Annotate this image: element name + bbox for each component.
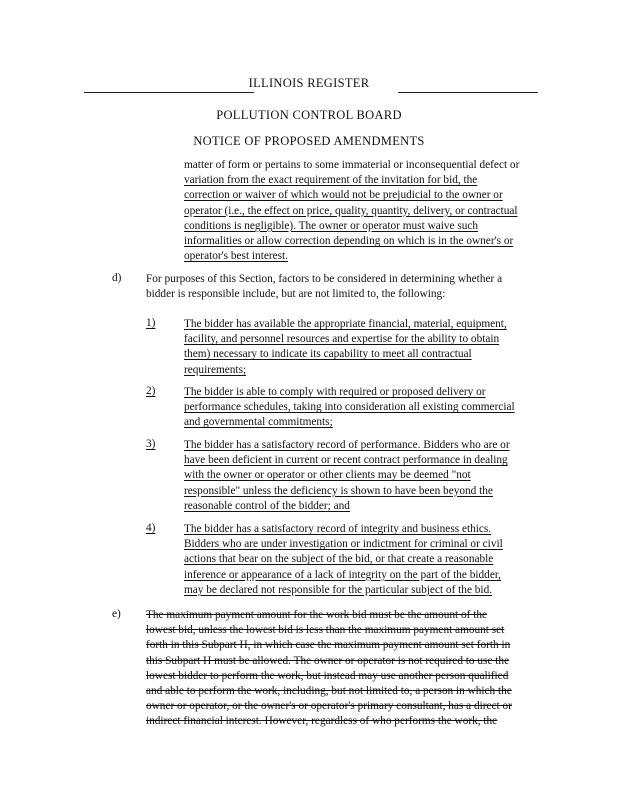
text-line: correction or waiver of which would not be prejudicial to the owner or: [184, 189, 503, 202]
text-line: inference or appearance of a lack of integrity on the part of the bidder,: [184, 568, 501, 581]
text-line: matter of form or pertains to some immaterial or inconsequential defect or: [184, 159, 520, 171]
text-line: facility, and personnel resources and expertise for the ability to obtain: [184, 333, 500, 346]
text-line: requirements;: [184, 363, 247, 376]
text-line: Bidders who are under investigation or indictment for criminal or civil: [184, 538, 503, 551]
text-line: responsible" unless the deficiency is shown to have been beyond the: [184, 484, 493, 497]
text-line: and able to perform the work, including, but not limited to, a person in which the: [146, 685, 512, 698]
text-line: lowest bidder to perform the work, but instead may use another person qualified: [146, 669, 509, 682]
text-line: with the owner or operator or other clients may be deemed "not: [184, 469, 471, 482]
item-2-text: [184, 385, 515, 431]
text-line: The bidder is able to comply with required or proposed delivery or: [184, 386, 486, 398]
text-line: forth in this Subpart H, in which case the maximum payment amount set forth in: [146, 639, 511, 652]
text-line: reasonable control of the bidder; and: [184, 499, 350, 512]
text-line: operator's best interest.: [184, 250, 288, 263]
text-line: and governmental commitments;: [184, 416, 333, 429]
item-4-label: 4): [146, 522, 156, 534]
text-line: The bidder has a satisfactory record of performance. Bidders who are or: [184, 439, 510, 451]
text-line: owner or operator, or the owner's or operator's primary consultant, has a direct or: [146, 700, 512, 713]
text-line: informalities or allow correction depending on which is in the owner's or: [184, 235, 514, 248]
continuation-text: [184, 158, 519, 264]
section-e-text: [146, 608, 512, 730]
text-line: The bidder has a satisfactory record of integrity and business ethics.: [184, 523, 492, 535]
text-line: The bidder has available the appropriate financial, material, equipment,: [184, 318, 507, 330]
header-rule-right: [398, 92, 538, 93]
text-line: indirect financial interest. However, regardless of who performs the work, the: [146, 715, 498, 728]
section-e-label: e): [112, 608, 121, 620]
text-line: For purposes of this Section, factors to be considered in determining whether a: [146, 273, 503, 285]
text-line: them) necessary to indicate its capability to meet all contractual: [184, 348, 472, 361]
item-3-label: 3): [146, 438, 156, 450]
text-line: have been deficient in current or recent contract performance in dealing: [184, 454, 508, 467]
text-line: may be declared not responsible for the particular subject of the bid.: [184, 583, 493, 596]
section-d-label: d): [112, 272, 122, 284]
text-line: conditions is negligible). The owner or operator must waive such: [184, 219, 479, 232]
text-line: The maximum payment amount for the work bid must be the amount of the: [146, 609, 488, 621]
item-3-text: [184, 438, 510, 514]
notice-title: NOTICE OF PROPOSED AMENDMENTS: [193, 134, 425, 148]
item-4-text: [184, 522, 503, 598]
text-line: actions that bear on the subject of the bid, or that create a reasonable: [184, 553, 494, 566]
text-line: this Subpart H must be allowed. The owner or operator is not required to use the: [146, 654, 510, 667]
board-name: POLLUTION CONTROL BOARD: [216, 108, 402, 122]
text-line: lowest bid, unless the lowest bid is less than the maximum payment amount set: [146, 624, 505, 637]
text-line: performance schedules, taking into consideration all existing commercial: [184, 401, 515, 414]
item-2-label: 2): [146, 385, 156, 397]
section-d-text: [146, 272, 502, 302]
text-line: bidder is responsible include, but are not limited to, the following:: [146, 288, 446, 301]
header-rule-left: [84, 92, 254, 93]
text-line: variation from the exact requirement of the invitation for bid, the: [184, 174, 478, 187]
item-1-label: 1): [146, 317, 156, 329]
item-1-text: [184, 317, 507, 378]
text-line: operator (i.e., the effect on price, quality, quantity, delivery, or contractual: [184, 204, 518, 217]
register-title: ILLINOIS REGISTER: [248, 76, 370, 90]
